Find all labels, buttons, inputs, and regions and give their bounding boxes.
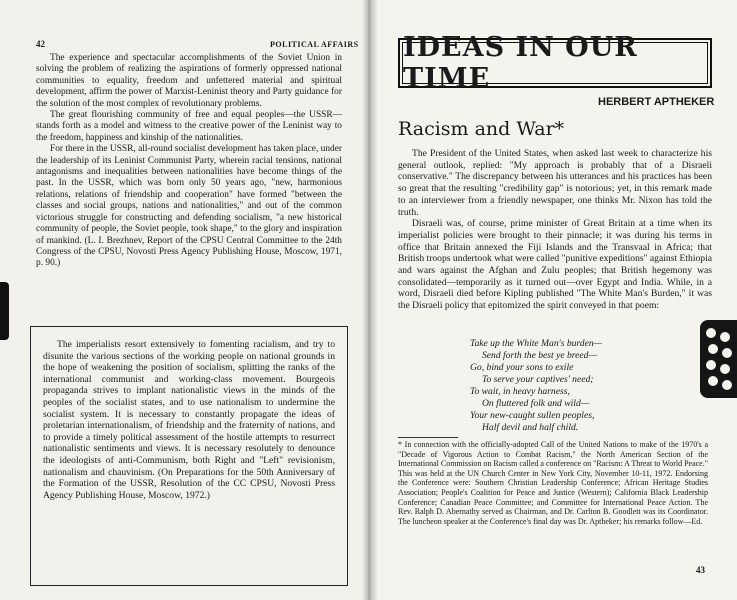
left-paragraph-1: The experience and spectacular accomplishments of the Soviet Union in solving the problem of realizing the aspirations of formerly oppressed national communities to equality, freedom and unfettered material and spiritual development, affirm the power of Marxist-Leninist theory and Party guidance for the solution of the most complex of revolutionary problems. [36,53,342,109]
footnote: * In connection with the officially-adopted Call of the United Nations to make of the 1970's a "Decade of Vigorous Action to Combat Racism," the North American Section of the International Commission on Racism called a conference on "Racism: A Threat to World Peace." This was held at the UN Church Center in New York City, November 10-11, 1972. Endorsing the Conference were: Southern Christian Leadership Conference; African Heritage Studies Association; People's Coalition for Peace and Justice (Western); California Black Leadership Conference; Canadian Peace Committee; and Committee for International Peace Action. The Rev. Ralph D. Abernathy served as Chairman, and Dr. Carlton B. Goodlett was its Coordinator. The luncheon speaker at the Conference's final day was Dr. Aptheker; his remarks follow—Ed. [398,440,708,526]
left-page-number: 42 [36,39,45,49]
left-paragraph-3: For there in the USSR, all-round socialist development has taken place, under the leadership of its Leninist Communist Party, wherein racial tensions, national antagonisms and inequalities between nationalities have become things of the past. In the USSR, which was born only 50 years ago, "new, harmonious relations, relations of friendship and cooperation" have formed "between the classes and social groups, nations and nationalities," and out of the common victorious struggle for constructing and defending socialism, "a new historical community of people, the Soviet people, took shape," to the glory and inspiration of mankind. (L. I. Brezhnev, Report of the CPSU Central Committee to the 24th Congress of the CPSU, Novosti Press Agency Publishing House, Moscow, 1971, p. 90.) [36,144,342,269]
section-banner [398,32,712,94]
binder-mark [0,282,9,340]
quotation-text: The imperialists resort extensively to fomenting racialism, and try to disunite the various sections of the working people on national grounds in the hope of weakening the position of socialism, splitting the ranks of the international communist and working-class movement. Bourgeois propaganda strives to implant nationalistic views in the minds of the peoples of the socialist states, and to use nationalism to undermine the socialist system. It is necessary to constantly propagate the ideas of proletarian internationalism, of friendship and the fraternity of nations, and to provide a timely political assessment of the hostile attempts to resurrect nationalistic sentiments and views. It is necessary resolutely to denounce the ideologists of anti-Communism, both Right and "Left" revisionism, nationalism and chauvinism. (On Preparations for the 50th Anniversary of the Formation of the USSR, Resolution of the CC CPSU, Novosti Press Agency Publishing House, Moscow, 1972.) [43,339,335,501]
left-paragraph-2: The great flourishing community of free and equal peoples—the USSR—stands forth as a model and witness to the creative power of the Leninist way to the freedom, happiness and kinship of the nationalities. [36,110,342,143]
banner-title: IDEAS IN OUR TIME [403,32,638,94]
poem-line: To serve your captives' need; [482,374,594,385]
right-paragraph-2: Disraeli was, of course, prime minister of Great Britain at a time when its imperialist policies were brought to their pinnacle; it was during his terms in office that Britain annexed the Fiji Islands and the Transvaal in Africa; that British troops undertook what were called "punitive expeditions" against Ethiopia and wars against the Afghan and Zulu peoples; that British hegemony was consolidated—temporarily as it turned out—over Egypt and India. While, in a word, Disraeli died before Kipling published "The White Man's Burden," it was the Disraeli policy that epitomized the spirit conveyed in that poem: [398,218,712,312]
quotation-box [30,326,348,586]
article-title: Racism and War* [398,118,565,140]
poem-line: On fluttered folk and wild— [482,398,590,409]
right-body-text [398,148,712,312]
right-page [370,0,737,600]
perforated-tab [700,320,737,398]
left-page [0,0,368,600]
poem-line: To wait, in heavy harness, [470,386,570,397]
poem-line: Half devil and half child. [482,422,579,433]
footnote-rule [398,437,458,438]
poem-line: Your new-caught sullen peoples, [470,410,595,421]
poem-line: Go, bind your sons to exile [470,362,574,373]
book-gutter [362,0,378,600]
poem [470,338,670,434]
right-page-number: 43 [696,565,705,575]
poem-line: Send forth the best ye breed— [482,350,598,361]
right-paragraph-1: The President of the United States, when asked last week to characterize his general outlook, replied: "My approach is probably that of a Disraeli conservative." The discrepancy between his utterances and his practices has been so great that the resulting "credibility gap" is notorious; yet, in this remark made to an interviewer from a friendly newspaper, one thinks Mr. Nixon has told the truth. [398,148,712,218]
poem-line: Take up the White Man's burden— [470,338,603,349]
left-body-text [36,53,342,270]
author-name: HERBERT APTHEKER [598,96,715,108]
running-head: POLITICAL AFFAIRS [270,40,359,49]
